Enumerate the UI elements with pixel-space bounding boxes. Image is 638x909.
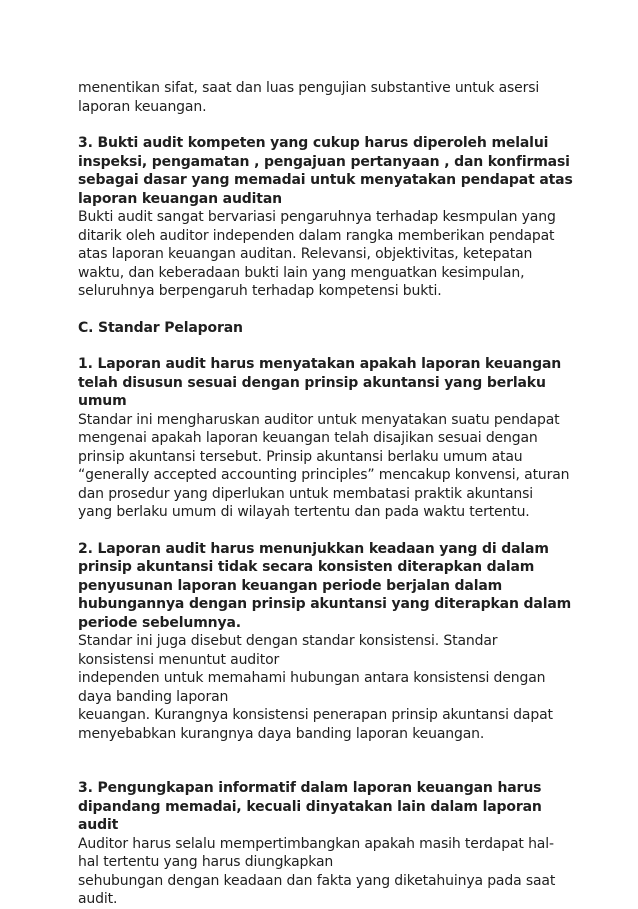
text-line: seluruhnya berpengaruh terhadap kompetensi bukti. (78, 283, 442, 299)
text-line: audit. (78, 891, 118, 907)
heading-line: sebagai dasar yang memadai untuk menyatakan pendapat atas (78, 172, 573, 188)
heading-line: 3. Pengungkapan informatif dalam laporan keuangan harus (78, 780, 542, 796)
text-line: yang berlaku umum di wilayah tertentu dan pada waktu tertentu. (78, 504, 530, 520)
text-line: waktu, dan keberadaan bukti lain yang menguatkan kesimpulan, (78, 264, 525, 281)
heading-line: inspeksi, pengamatan , pengajuan pertanyaan , dan konfirmasi (78, 153, 570, 170)
text-line: keuangan. Kurangnya konsistensi penerapan prinsip akuntansi dapat (78, 707, 553, 723)
section-c3-heading (78, 779, 560, 835)
text-line: menyebabkan kurangnya daya banding laporan keuangan. (78, 725, 485, 742)
section-c-heading (78, 319, 560, 338)
text-line: independen untuk memahami hubungan antara konsistensi dengan (78, 670, 546, 686)
text-line: menentikan sifat, saat dan luas pengujian substantive untuk asersi (78, 80, 540, 96)
section-c2-body (78, 632, 560, 743)
heading-line: penyusunan laporan keuangan periode berjalan dalam (78, 577, 503, 594)
document-page (78, 79, 573, 909)
heading-line: prinsip akuntansi tidak secara konsisten diterapkan dalam (78, 559, 535, 575)
text-line: prinsip akuntansi tersebut. Prinsip akuntansi berlaku umum atau (78, 448, 523, 465)
text-line: mengenai apakah laporan keuangan telah disajikan sesuai dengan (78, 430, 538, 446)
heading-line: 3. Bukti audit kompeten yang cukup harus diperoleh melalui (78, 135, 549, 151)
heading-line: audit (78, 817, 119, 833)
text-line: Bukti audit sangat bervariasi pengaruhnya terhadap kesmpulan yang (78, 209, 556, 225)
section-3-body (78, 208, 560, 301)
text-line: Standar ini mengharuskan auditor untuk menyatakan suatu pendapat (78, 411, 560, 428)
section-c3-body (78, 835, 560, 909)
text-line: Auditor harus selalu mempertimbangkan apakah masih terdapat hal- (78, 835, 554, 852)
text-line: dan prosedur yang diperlukan untuk membatasi praktik akuntansi (78, 485, 534, 502)
heading-line: periode sebelumnya. (78, 614, 241, 631)
heading-line: 1. Laporan audit harus menyatakan apakah laporan keuangan (78, 356, 562, 372)
heading-line: C. Standar Pelaporan (78, 319, 243, 336)
heading-line: telah disusun sesuai dengan prinsip akuntansi yang berlaku (78, 374, 546, 391)
text-line: atas laporan keuangan auditan. Relevansi, objektivitas, ketepatan (78, 246, 533, 262)
text-line: Standar ini juga disebut dengan standar konsistensi. Standar (78, 633, 498, 649)
heading-line: umum (78, 393, 127, 409)
text-line: laporan keuangan. (78, 98, 207, 115)
heading-line: 2. Laporan audit harus menunjukkan keadaan yang di dalam (78, 540, 549, 557)
section-c2-heading (78, 540, 572, 633)
text-line: sehubungan dengan keadaan dan fakta yang diketahuinya pada saat (78, 872, 556, 889)
section-c1-body (78, 411, 570, 522)
heading-line: laporan keuangan auditan (78, 190, 282, 207)
section-c1-heading (78, 355, 560, 411)
intro-paragraph (78, 79, 560, 116)
text-line: konsistensi menuntut auditor (78, 651, 280, 668)
text-line: “generally accepted accounting principles” mencakup konvensi, aturan (78, 467, 570, 483)
heading-line: hubungannya dengan prinsip akuntansi yang diterapkan dalam (78, 596, 572, 612)
text-line: ditarik oleh auditor independen dalam rangka memberikan pendapat (78, 227, 555, 244)
text-line: daya banding laporan (78, 688, 229, 705)
section-3-heading (78, 134, 573, 208)
heading-line: dipandang memadai, kecuali dinyatakan lain dalam laporan (78, 798, 542, 815)
text-line: hal tertentu yang harus diungkapkan (78, 854, 334, 870)
